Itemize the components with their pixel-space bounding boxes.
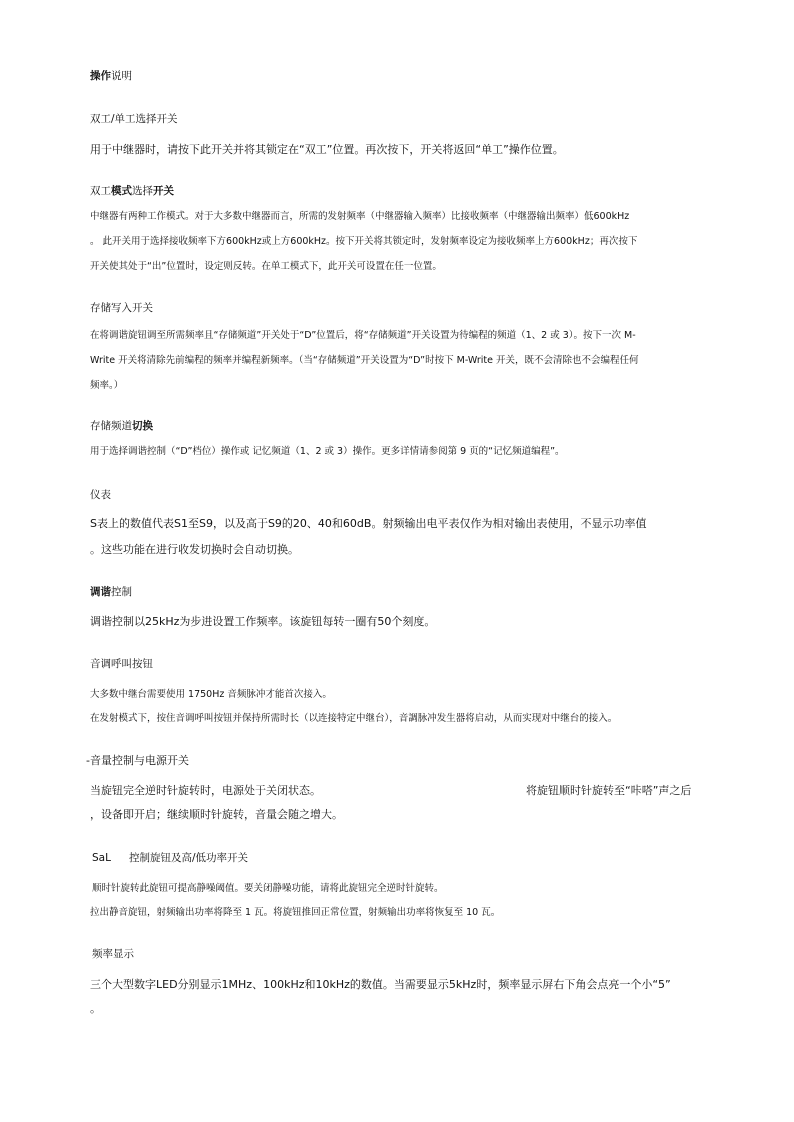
paragraph-memory-channel: 用于选择调谐控制（“D”档位）操作或 记忆频道（1、2 或 3）操作。更多详情请参阅第 9 页的“记忆频道编程”。 <box>90 446 565 457</box>
paragraph-memory-write-line-1: 在将调谐旋钮调至所需频率且“存储频道”开关处于“D”位置后，将“存储频道”开关设置为待编程的频道（1、2 或 3）。按下一次 M- <box>90 330 636 341</box>
paragraph-duplex-simplex: 用于中继器时，请按下此开关并将其锁定在“双工”位置。再次按下，开关将返回“单工”操作位置。 <box>90 143 564 156</box>
heading-tuning-b: 控制 <box>111 586 132 598</box>
heading-memory-channel-a: 存储频道 <box>90 420 132 432</box>
heading-frequency-display: 频率显示 <box>92 948 134 960</box>
heading-duplex-mode-c: 选择 <box>132 185 153 197</box>
heading-squelch <box>92 850 248 865</box>
paragraph-memory-write-line-3: 频率。） <box>90 380 124 391</box>
heading-duplex-mode-a: 双工 <box>90 185 111 197</box>
heading-volume-power: -音量控制与电源开关 <box>86 754 189 767</box>
title-rest: 说明 <box>111 70 132 82</box>
paragraph-duplex-mode-line-1: 中继器有两种工作模式。对于大多数中继器而言，所需的发射频率（中继器输入频率）比接收频率（中继器输出频率）低600kHz <box>90 211 630 222</box>
paragraph-tuning: 调谐控制以25kHz为步进设置工作频率。该旋钮每转一圈有50个刻度。 <box>90 615 436 628</box>
paragraph-squelch-line-2: 拉出静音旋钮，射频输出功率将降至 1 瓦。将旋钮推回正常位置，射频输出功率将恢复至 10 瓦。 <box>90 907 501 918</box>
heading-duplex-mode <box>90 183 174 198</box>
heading-tuning <box>90 584 132 599</box>
paragraph-volume-line-2: ，设备即开启；继续顺时针旋转，音量会随之增大。 <box>90 808 343 821</box>
paragraph-tone-call-line-2: 在发射模式下，按住音调呼叫按钮并保持所需时长（以连接特定中继台），音調脉冲发生器将启动，从而实现对中继台的接入。 <box>90 713 618 724</box>
paragraph-meter-line-1: S表上的数值代表S1至S9，以及高于S9的20、40和60dB。射频输出电平表仅作为相对输出表使用，不显示功率值 <box>90 517 647 530</box>
heading-duplex-mode-d: 开关 <box>153 185 174 197</box>
paragraph-volume-line-1-right: 将旋钮顺时针旋转至“咔嗒”声之后 <box>526 784 692 797</box>
heading-duplex-mode-b: 模式 <box>111 185 132 197</box>
paragraph-memory-write-line-2: Write 开关将清除先前编程的频率并编程新频率。（当“存储频道”开关设置为“D”时按下 M-Write 开关，既不会清除也不会编程任何 <box>90 355 639 366</box>
heading-tone-call: 音调呼叫按钮 <box>90 658 153 670</box>
paragraph-meter-line-2: 。这些功能在进行收发切换时会自动切换。 <box>90 543 299 556</box>
paragraph-duplex-mode-line-2: 。 此开关用于选择接收频率下方600kHz或上方600kHz。按下开关将其锁定时，发射频率设定为接收频率上方600kHz；再次按下 <box>90 236 638 247</box>
heading-memory-channel <box>90 418 153 433</box>
title-bold: 操作 <box>90 70 111 82</box>
heading-squelch-b: 控制旋钮及高/低功率开关 <box>128 852 248 864</box>
heading-memory-write: 存储写入开关 <box>90 302 153 314</box>
heading-tuning-a: 调谐 <box>90 586 111 598</box>
paragraph-tone-call-line-1: 大多数中继台需要使用 1750Hz 音频脉冲才能首次接入。 <box>90 689 332 700</box>
paragraph-frequency-display-line-1: 三个大型数字LED分别显示1MHz、100kHz和10kHz的数值。当需要显示5kHz时，频率显示屏右下角会点亮一个小“5” <box>90 978 671 991</box>
heading-duplex-simplex: 双工/单工选择开关 <box>90 113 178 125</box>
paragraph-duplex-mode-line-3: 开关使其处于“出”位置时，设定则反转。在单工模式下，此开关可设置在任一位置。 <box>90 261 442 272</box>
heading-meter: 仪表 <box>90 489 111 501</box>
paragraph-volume-line-1-left: 当旋钮完全逆时针旋转时，电源处于关闭状态。 <box>90 784 321 797</box>
page-title <box>90 68 132 83</box>
paragraph-frequency-display-line-2: 。 <box>90 1002 101 1015</box>
heading-squelch-a: SaL <box>92 852 111 864</box>
heading-memory-channel-b: 切换 <box>132 420 153 432</box>
paragraph-squelch-line-1: 顺时针旋转此旋钮可提高静噪阈值。要关闭静噪功能，请将此旋钮完全逆时针旋转。 <box>92 883 444 894</box>
